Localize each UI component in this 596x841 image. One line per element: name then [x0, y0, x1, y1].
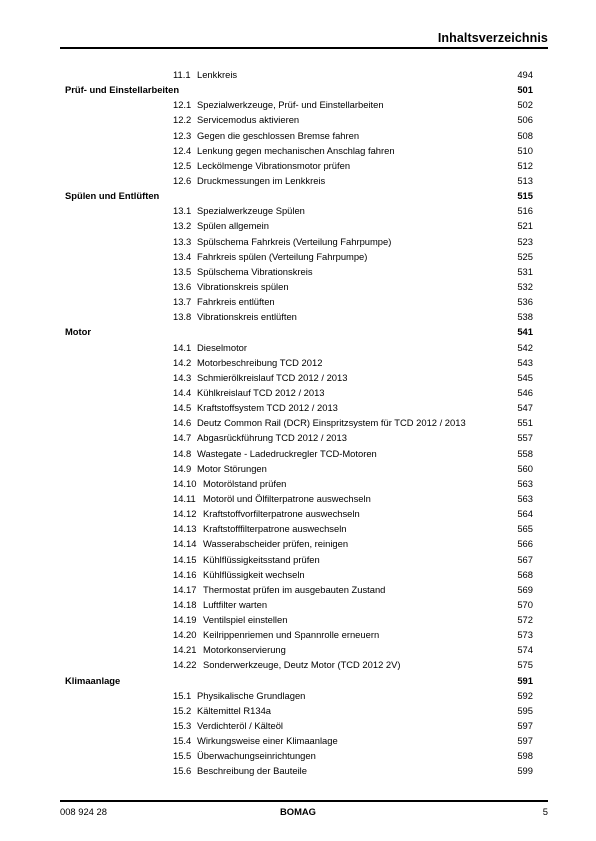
toc-page-number: 543 [517, 356, 533, 368]
toc-entry-number: 12.2 [173, 114, 192, 126]
toc-page-number: 563 [517, 492, 533, 504]
toc-entry-title: Kraftstoffsystem TCD 2012 / 2013 [197, 402, 338, 414]
toc-entry-number: 14.22 [173, 659, 197, 671]
toc-page-number: 599 [517, 765, 533, 777]
toc-page-number: 513 [517, 174, 533, 186]
toc-entry-row[interactable] [60, 536, 548, 551]
toc-chapter-row[interactable] [60, 324, 548, 339]
toc-entry-title: Verdichteröl / Kälteöl [197, 720, 283, 732]
toc-entry-row[interactable] [60, 476, 548, 491]
toc-entry-title: Deutz Common Rail (DCR) Einspritzsystem für TCD 2012 / 2013 [197, 417, 466, 429]
toc-entry-row[interactable] [60, 415, 548, 430]
toc-entry-row[interactable] [60, 446, 548, 461]
toc-entry-title: Dieselmotor [197, 341, 248, 353]
toc-entry-title: Servicemodus aktivieren [197, 114, 300, 126]
toc-entry-row[interactable] [60, 552, 548, 567]
toc-entry-number: 14.4 [173, 386, 192, 398]
toc-chapter-row[interactable] [60, 188, 548, 203]
toc-page-number: 546 [517, 386, 533, 398]
toc-page-number: 532 [517, 280, 533, 292]
toc-entry-title: Spezialwerkzeuge Spülen [197, 205, 305, 217]
toc-entry-row[interactable] [60, 355, 548, 370]
toc-entry-number: 14.16 [173, 568, 197, 580]
toc-entry-title: Vibrationskreis spülen [197, 280, 289, 292]
toc-entry-number: 15.2 [173, 704, 192, 716]
toc-entry-title: Spezialwerkzeuge, Prüf- und Einstellarbeiten [197, 99, 384, 111]
toc-entry-row[interactable] [60, 340, 548, 355]
toc-entry-number: 14.18 [173, 598, 197, 610]
toc-entry-row[interactable] [60, 733, 548, 748]
toc-entry-title: Gegen die geschlossen Bremse fahren [197, 129, 360, 141]
toc-entry-number: 15.1 [173, 689, 192, 701]
toc-page-number: 563 [517, 477, 533, 489]
toc-page-number: 597 [517, 720, 533, 732]
toc-entry-number: 14.3 [173, 371, 192, 383]
toc-entry-row[interactable] [60, 294, 548, 309]
toc-entry-number: 13.5 [173, 265, 192, 277]
toc-entry-number: 14.13 [173, 523, 197, 535]
toc-entry-title: Kühlflüssigkeit wechseln [203, 568, 305, 580]
toc-entry-row[interactable] [60, 249, 548, 264]
toc-entry-number: 12.1 [173, 99, 192, 111]
toc-page-number: 574 [517, 644, 533, 656]
toc-entry-number: 14.21 [173, 644, 197, 656]
toc-entry-title: Wirkungsweise einer Klimaanlage [197, 735, 338, 747]
toc-page-number: 595 [517, 704, 533, 716]
toc-entry-number: 12.3 [173, 129, 192, 141]
toc-entry-row[interactable] [60, 612, 548, 627]
toc-entry-title: Spülen allgemein [197, 220, 269, 232]
toc-page-number: 508 [517, 129, 533, 141]
toc-entry-title: Druckmessungen im Lenkkreis [197, 174, 326, 186]
toc-entry-number: 14.2 [173, 356, 192, 368]
toc-entry-row[interactable] [60, 173, 548, 188]
toc-entry-number: 14.14 [173, 538, 197, 550]
toc-entry-row[interactable] [60, 597, 548, 612]
toc-entry-title: Kraftstoffvorfilterpatrone auswechseln [203, 508, 360, 520]
toc-entry-number: 14.10 [173, 477, 197, 489]
toc-page-number: 531 [517, 265, 533, 277]
table-of-contents [60, 67, 548, 779]
toc-entry-number: 13.3 [173, 235, 192, 247]
toc-entry-title: Kühlkreislauf TCD 2012 / 2013 [197, 386, 325, 398]
toc-entry-title: Physikalische Grundlagen [197, 689, 306, 701]
toc-entry-title: Motorkonservierung [203, 644, 286, 656]
toc-entry-number: 13.7 [173, 296, 192, 308]
toc-page-number: 523 [517, 235, 533, 247]
toc-page-number: 567 [517, 553, 533, 565]
toc-entry-number: 13.8 [173, 311, 192, 323]
toc-page-number: 536 [517, 296, 533, 308]
footer-rule [60, 800, 548, 802]
toc-page-number: 572 [517, 614, 533, 626]
toc-entry-row[interactable] [60, 763, 548, 778]
toc-entry-number: 15.4 [173, 735, 192, 747]
toc-entry-number: 14.1 [173, 341, 192, 353]
toc-entry-title: Schmierölkreislauf TCD 2012 / 2013 [197, 371, 348, 383]
toc-entry-number: 13.2 [173, 220, 192, 232]
toc-entry-number: 14.17 [173, 583, 197, 595]
toc-page-number: 564 [517, 508, 533, 520]
toc-entry-row[interactable] [60, 461, 548, 476]
toc-entry-title: Wastegate - Ladedruckregler TCD-Motoren [197, 447, 377, 459]
toc-page-number: 516 [517, 205, 533, 217]
toc-entry-row[interactable] [60, 309, 548, 324]
toc-page-number: 502 [517, 99, 533, 111]
toc-entry-title: Kühlflüssigkeitsstand prüfen [203, 553, 320, 565]
toc-entry-number: 15.5 [173, 750, 192, 762]
toc-entry-row[interactable] [60, 657, 548, 672]
toc-page-number: 547 [517, 402, 533, 414]
toc-entry-title: Kältemittel R134a [197, 704, 271, 716]
toc-entry-title: Überwachungseinrichtungen [197, 750, 316, 762]
toc-page-number: 512 [517, 159, 533, 171]
toc-entry-title: Spülschema Vibrationskreis [197, 265, 313, 277]
toc-entry-number: 14.15 [173, 553, 197, 565]
toc-entry-number: 14.9 [173, 462, 192, 474]
toc-entry-title: Vibrationskreis entlüften [197, 311, 297, 323]
toc-entry-number: 12.6 [173, 174, 192, 186]
brand-name: BOMAG [280, 806, 316, 817]
toc-page-number: 525 [517, 250, 533, 262]
toc-entry-row[interactable] [60, 627, 548, 642]
toc-entry-title: Sonderwerkzeuge, Deutz Motor (TCD 2012 2V) [203, 659, 401, 671]
toc-entry-number: 14.12 [173, 508, 197, 520]
toc-chapter-title: Motor [65, 326, 92, 338]
toc-page-number: 538 [517, 311, 533, 323]
toc-page-number: 560 [517, 462, 533, 474]
toc-entry-number: 11.1 [173, 69, 191, 80]
toc-page-number: 557 [517, 432, 533, 444]
toc-entry-row[interactable] [60, 703, 548, 718]
toc-entry-title: Leckölmenge Vibrationsmotor prüfen [197, 159, 351, 171]
header-rule [60, 47, 548, 49]
toc-entry-title: Lenkkreis [197, 69, 238, 80]
toc-entry-row[interactable] [60, 218, 548, 233]
toc-entry-title: Fahrkreis entlüften [197, 296, 275, 308]
toc-entry-row[interactable] [60, 143, 548, 158]
toc-page-number: 570 [517, 598, 533, 610]
toc-entry-row[interactable] [60, 430, 548, 445]
toc-entry-row[interactable] [60, 521, 548, 536]
toc-entry-number: 13.4 [173, 250, 192, 262]
toc-entry-row[interactable] [60, 642, 548, 657]
toc-entry-number: 14.8 [173, 447, 192, 459]
toc-entry-row[interactable] [60, 582, 548, 597]
toc-entry-title: Spülschema Fahrkreis (Verteilung Fahrpumpe) [197, 235, 392, 247]
toc-entry-row[interactable] [60, 128, 548, 143]
toc-chapter-title: Spülen und Entlüften [65, 190, 160, 202]
toc-chapter-row[interactable] [60, 82, 548, 97]
toc-entry-row[interactable] [60, 112, 548, 127]
toc-entry-title: Motoröl und Ölfilterpatrone auswechseln [203, 492, 371, 504]
toc-entry-row[interactable] [60, 400, 548, 415]
toc-entry-row[interactable] [60, 370, 548, 385]
toc-page-number: 541 [517, 326, 533, 338]
toc-chapter-row[interactable] [60, 673, 548, 688]
toc-page-number: 592 [517, 689, 533, 701]
toc-entry-title: Motorölstand prüfen [203, 477, 287, 489]
toc-entry-number: 14.11 [173, 492, 196, 504]
toc-page-number: 598 [517, 750, 533, 762]
toc-page-number: 542 [517, 341, 533, 353]
toc-entry-row[interactable] [60, 506, 548, 521]
toc-entry-title: Keilrippenriemen und Spannrolle erneuern [203, 629, 380, 641]
toc-entry-number: 14.19 [173, 614, 197, 626]
toc-entry-row[interactable] [60, 688, 548, 703]
toc-entry-row[interactable] [60, 97, 548, 112]
document-number: 008 924 28 [60, 806, 107, 817]
toc-entry-row[interactable] [60, 718, 548, 733]
toc-entry-title: Abgasrückführung TCD 2012 / 2013 [197, 432, 347, 444]
page-title: Inhaltsverzeichnis [437, 31, 548, 45]
toc-entry-row[interactable] [60, 67, 548, 82]
toc-entry-title: Luftfilter warten [203, 598, 268, 610]
toc-page-number: 566 [517, 538, 533, 550]
toc-entry-title: Kraftstofffilterpatrone auswechseln [203, 523, 347, 535]
toc-page-number: 501 [517, 84, 533, 96]
toc-entry-row[interactable] [60, 234, 548, 249]
toc-entry-row[interactable] [60, 203, 548, 218]
toc-entry-row[interactable] [60, 279, 548, 294]
toc-entry-number: 15.3 [173, 720, 192, 732]
toc-entry-row[interactable] [60, 264, 548, 279]
toc-page-number: 558 [517, 447, 533, 459]
toc-page-number: 551 [517, 417, 533, 429]
toc-page-number: 565 [517, 523, 533, 535]
toc-entry-number: 15.6 [173, 765, 192, 777]
toc-page-number: 575 [517, 659, 533, 671]
toc-page-number: 569 [517, 583, 533, 595]
toc-entry-title: Motor Störungen [197, 462, 267, 474]
toc-chapter-title: Prüf- und Einstellarbeiten [65, 84, 180, 96]
toc-chapter-title: Klimaanlage [65, 674, 121, 686]
page-number: 5 [542, 806, 548, 817]
toc-page-number: 510 [517, 144, 533, 156]
toc-entry-number: 12.4 [173, 144, 192, 156]
toc-entry-title: Thermostat prüfen im ausgebauten Zustand [203, 583, 386, 595]
toc-entry-title: Wasserabscheider prüfen, reinigen [203, 538, 349, 550]
toc-page-number: 568 [517, 568, 533, 580]
toc-entry-row[interactable] [60, 158, 548, 173]
toc-entry-number: 14.6 [173, 417, 192, 429]
toc-entry-row[interactable] [60, 567, 548, 582]
toc-page-number: 591 [517, 674, 533, 686]
toc-entry-number: 13.1 [173, 205, 192, 217]
toc-page-number: 521 [517, 220, 533, 232]
toc-entry-number: 13.6 [173, 280, 192, 292]
toc-page-number: 494 [517, 69, 533, 80]
toc-page-number: 515 [517, 190, 533, 202]
toc-entry-title: Lenkung gegen mechanischen Anschlag fahren [197, 144, 395, 156]
toc-entry-title: Beschreibung der Bauteile [197, 765, 307, 777]
toc-page-number: 597 [517, 735, 533, 747]
toc-entry-title: Ventilspiel einstellen [203, 614, 288, 626]
toc-entry-number: 14.20 [173, 629, 197, 641]
toc-entry-title: Motorbeschreibung TCD 2012 [197, 356, 323, 368]
toc-entry-row[interactable] [60, 748, 548, 763]
toc-page-number: 506 [517, 114, 533, 126]
toc-entry-row[interactable] [60, 491, 548, 506]
toc-entry-row[interactable] [60, 385, 548, 400]
toc-page-number: 573 [517, 629, 533, 641]
toc-entry-number: 12.5 [173, 159, 192, 171]
toc-entry-number: 14.7 [173, 432, 192, 444]
toc-page-number: 545 [517, 371, 533, 383]
toc-entry-title: Fahrkreis spülen (Verteilung Fahrpumpe) [197, 250, 368, 262]
toc-entry-number: 14.5 [173, 402, 192, 414]
